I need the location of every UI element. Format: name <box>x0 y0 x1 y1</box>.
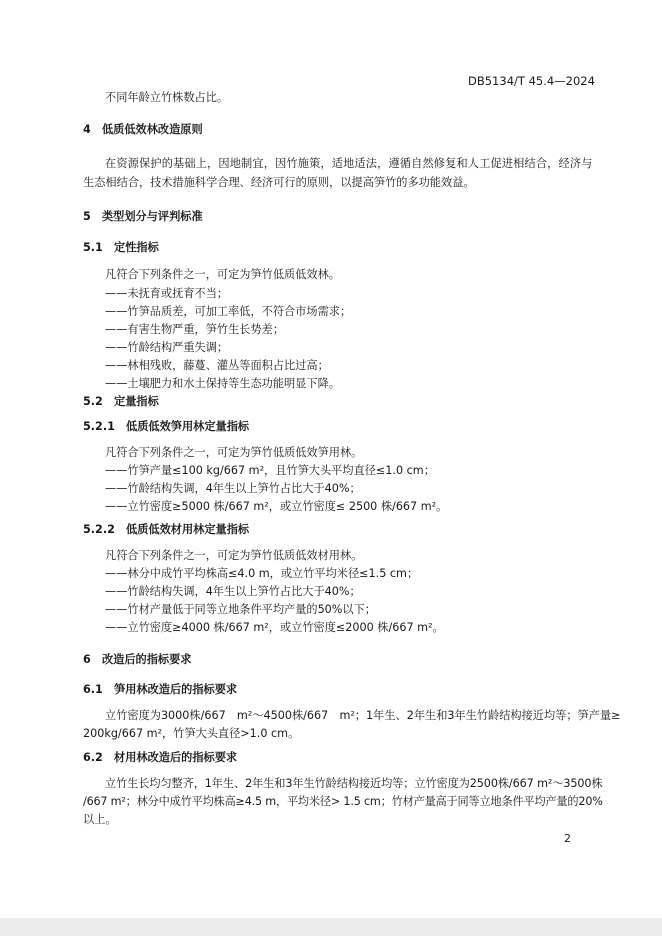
paragraph-line: 凡符合下列条件之一，可定为笋竹低质低效林。 <box>105 268 340 281</box>
paragraph-line: /667 m²；林分中成竹平均株高≥4.5 m，平均米径> 1.5 cm；竹材产量高于同等立地条件平均产量的20% <box>83 795 603 808</box>
scan-bottom-edge <box>0 918 662 936</box>
section-heading-5: 5 类型划分与评判标准 <box>83 210 203 223</box>
paragraph-line: 不同年龄立竹株数占比。 <box>105 91 229 104</box>
paragraph-line: 以上。 <box>83 813 117 826</box>
list-item: ——竹笋品质差，可加工率低，不符合市场需求； <box>105 305 352 318</box>
section-heading-6: 6 改造后的指标要求 <box>83 653 192 666</box>
list-item: ——立竹密度≥4000 株/667 m²，或立竹密度≤2000 株/667 m²。 <box>105 621 444 634</box>
list-item: ——土壤肥力和水土保持等生态功能明显下降。 <box>105 377 340 390</box>
paragraph-line: 在资源保护的基础上，因地制宜，因竹施策，适地适法，遵循自然修复和人工促进相结合，经济与 <box>105 157 593 170</box>
section-heading-5-2: 5.2 定量指标 <box>83 395 159 408</box>
paragraph-line: 凡符合下列条件之一，可定为笋竹低质低效材用林。 <box>105 549 363 562</box>
list-item: ——竹龄结构失调，4年生以上笋竹占比大于40%； <box>105 585 361 598</box>
paragraph-line: 生态相结合，技术措施科学合理、经济可行的原则，以提高笋竹的多功能效益。 <box>83 176 475 189</box>
paragraph-line: 立竹生长均匀整齐，1年生、2年生和3年生竹龄结构接近均等；立竹密度为2500株/667 m²～3500株 <box>105 777 603 790</box>
section-heading-5-2-1: 5.2.1 低质低效笋用林定量指标 <box>83 420 250 433</box>
section-heading-4: 4 低质低效林改造原则 <box>83 123 203 136</box>
list-item: ——林相残败，藤蔓、灌丛等面积占比过高； <box>105 359 329 372</box>
list-item: ——竹笋产量≤100 kg/667 m²，且竹笋大头平均直径≤1.0 cm； <box>105 464 435 477</box>
list-item: ——有害生物严重，笋竹生长势差； <box>105 323 285 336</box>
section-heading-5-2-2: 5.2.2 低质低效材用林定量指标 <box>83 523 250 536</box>
section-heading-6-1: 6.1 笋用林改造后的指标要求 <box>83 683 238 696</box>
list-item: ——立竹密度≥5000 株/667 m²，或立竹密度≤ 2500 株/667 m²。 <box>105 500 448 513</box>
paragraph-line: 立竹密度为3000株/667 m²～4500株/667 m²；1年生、2年生和3年生竹龄结构接近均等；笋产量≥ <box>105 709 621 722</box>
list-item: ——林分中成竹平均株高≤4.0 m，或立竹平均米径≤1.5 cm； <box>105 567 419 580</box>
list-item: ——竹材产量低于同等立地条件平均产量的50%以下； <box>105 603 376 616</box>
list-item: ——竹龄结构严重失调； <box>105 341 229 354</box>
doc-number-header: DB5134/T 45.4—2024 <box>468 74 595 88</box>
list-item: ——竹龄结构失调，4年生以上笋竹占比大于40%； <box>105 482 361 495</box>
page-number: 2 <box>564 832 571 845</box>
paragraph-line: 凡符合下列条件之一，可定为笋竹低质低效笋用林。 <box>105 446 363 459</box>
section-heading-6-2: 6.2 材用林改造后的指标要求 <box>83 751 238 764</box>
section-heading-5-1: 5.1 定性指标 <box>83 241 159 254</box>
list-item: ——未抚育或抚育不当； <box>105 287 229 300</box>
paragraph-line: 200kg/667 m²，竹笋大头直径>1.0 cm。 <box>83 727 300 740</box>
